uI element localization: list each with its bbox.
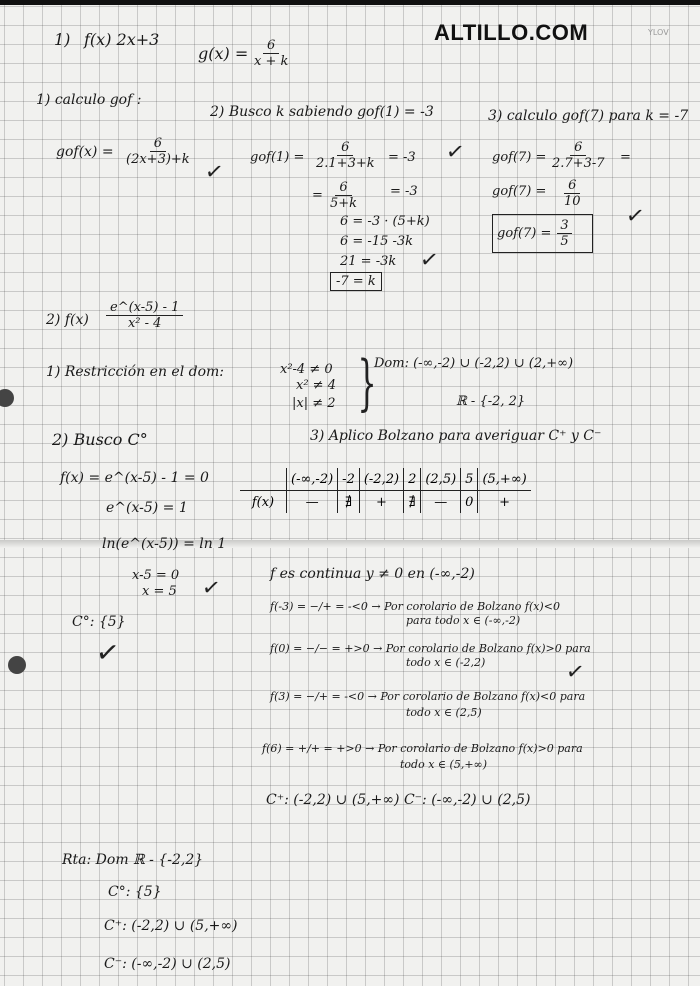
p1-gof-lhs: gof(x) =	[56, 144, 114, 160]
p1-step1-title: 1) calculo gof :	[36, 92, 142, 108]
check-mark-icon: ✓	[93, 634, 122, 671]
sign-table-cell: +	[359, 491, 403, 514]
p2-continuity-line: f es continua y ≠ 0 en (-∞,-2)	[270, 566, 475, 582]
p1-s3-l2-lhs: gof(7) =	[492, 184, 547, 199]
p2-c0-line5: x = 5	[142, 584, 177, 599]
p1-s2-l4: 6 = -15 -3k	[340, 234, 414, 249]
sign-table-corner	[240, 468, 287, 491]
check-mark-icon: ✓	[200, 574, 223, 603]
sign-table-header: (-2,2)	[359, 468, 403, 491]
p2-bolzano-2a: f(0) = −/− = +>0 → Por corolario de Bolzano f(x)>0 para	[270, 642, 591, 655]
sign-table-header: (2,5)	[421, 468, 461, 491]
p2-restriction-1: x²-4 ≠ 0	[280, 362, 333, 377]
watermark-logo: ALTILLO.COM	[434, 20, 589, 45]
p1-s2-l1-rhs: = -3	[388, 150, 416, 165]
p1-s2-l2-fraction	[326, 180, 361, 211]
p1-gof-fraction	[122, 136, 194, 167]
gof-denominator: (2x+3)+k	[126, 152, 190, 167]
p2-c0-line4: x-5 = 0	[132, 568, 180, 583]
result-lhs: gof(7) =	[497, 226, 552, 241]
check-mark-icon: ✓	[418, 246, 441, 275]
fraction-numerator: 6	[335, 180, 351, 196]
p2-domain-set: ℝ - {-2, 2}	[456, 394, 526, 409]
fraction-denominator: 5	[560, 234, 569, 249]
p2-restriction-3: |x| ≠ 2	[292, 396, 336, 411]
answer-c-negative: C⁻: (-∞,-2) ∪ (2,5)	[104, 956, 231, 972]
sign-table-header: 2	[404, 468, 421, 491]
fraction-numerator: 6	[570, 140, 586, 156]
p2-step2-title: 2) Busco C°	[52, 430, 148, 449]
problem2-f-fraction	[106, 300, 183, 331]
sign-table-cell: +	[478, 491, 531, 514]
binder-hole	[8, 656, 26, 674]
p2-bolzano-4a: f(6) = +/+ = +>0 → Por corolario de Bolzano f(x)>0 para	[262, 742, 583, 755]
p1-k-result: -7 = k	[330, 272, 382, 291]
p2-step3-title: 3) Aplico Bolzano para averiguar C⁺ y C⁻	[310, 428, 602, 444]
sign-table-cell: ∄	[338, 491, 360, 514]
brace-icon: }	[357, 348, 377, 418]
sign-table-cell: ∄	[404, 491, 421, 514]
f-numerator: e^(x-5) - 1	[106, 300, 183, 316]
fraction-denominator: 10	[564, 194, 581, 209]
sign-table-header: (5,+∞)	[478, 468, 531, 491]
check-mark-icon: ✓	[624, 202, 647, 231]
fraction-denominator: 2.7+3-7	[552, 156, 605, 171]
corner-mark: YLOV	[648, 28, 669, 37]
p2-bolzano-1b: para todo x ∈ (-∞,-2)	[406, 614, 521, 627]
p2-c0-line3: ln(e^(x-5)) = ln 1	[102, 536, 227, 552]
sign-table	[240, 468, 531, 513]
g-denominator: x + k	[254, 54, 289, 69]
sign-table-cell: —	[287, 491, 338, 514]
page-top-edge	[0, 0, 700, 5]
sign-table-cell: —	[421, 491, 461, 514]
sign-table-row	[240, 491, 531, 514]
fraction-numerator: 3	[557, 218, 571, 234]
p2-c0-line1: f(x) = e^(x-5) - 1 = 0	[60, 470, 209, 486]
p2-domain-line: Dom: (-∞,-2) ∪ (-2,2) ∪ (2,+∞)	[374, 356, 574, 371]
fraction-numerator: 6	[337, 140, 353, 156]
problem1-g-lhs: g(x) =	[198, 44, 249, 63]
p2-bolzano-1a: f(-3) = −/+ = -<0 → Por corolario de Bolzano f(x)<0	[270, 600, 560, 613]
sign-table-header-row	[240, 468, 531, 491]
check-mark-icon: ✓	[564, 658, 587, 687]
answer-domain: Rta: Dom ℝ - {-2,2}	[62, 852, 204, 868]
answer-c-positive: C⁺: (-2,2) ∪ (5,+∞)	[104, 918, 238, 934]
p1-s2-l5: 21 = -3k	[340, 254, 397, 269]
sign-table-cell: 0	[461, 491, 478, 514]
sign-table-header: (-∞,-2)	[287, 468, 338, 491]
sign-table-row-label: f(x)	[251, 494, 275, 510]
answer-c0: C°: {5}	[108, 884, 162, 900]
p1-s3-l2-fraction	[560, 178, 585, 209]
p2-c0-result: C°: {5}	[72, 614, 126, 630]
gof-numerator: 6	[150, 136, 166, 152]
problem1-number: 1)	[54, 30, 71, 49]
p2-bolzano-2b: todo x ∈ (-2,2)	[406, 656, 486, 669]
p1-s2-l1-lhs: gof(1) =	[250, 150, 305, 165]
p2-step1-title: 1) Restricción en el dom:	[46, 364, 225, 380]
problem2-header: 2) f(x)	[46, 312, 89, 328]
problem1-g-fraction	[250, 38, 292, 69]
p1-s2-l1-fraction	[312, 140, 379, 171]
result-fraction	[557, 218, 571, 249]
f-denominator: x² - 4	[127, 316, 162, 331]
g-numerator: 6	[263, 38, 279, 54]
p1-s3-l1-fraction	[548, 140, 609, 171]
p1-s3-l1-rhs: =	[620, 150, 631, 165]
p2-bolzano-3a: f(3) = −/+ = -<0 → Por corolario de Bolzano f(x)<0 para	[270, 690, 586, 703]
p1-s2-l2-lhs: =	[312, 188, 323, 203]
p2-bolzano-4b: todo x ∈ (5,+∞)	[400, 758, 488, 771]
p1-step3-title: 3) calculo gof(7) para k = -7	[488, 108, 689, 124]
p2-sign-summary: C⁺: (-2,2) ∪ (5,+∞) C⁻: (-∞,-2) ∪ (2,5)	[266, 792, 531, 808]
p1-s2-l3: 6 = -3 · (5+k)	[340, 214, 430, 229]
p2-c0-line2: e^(x-5) = 1	[106, 500, 188, 516]
problem1-f-definition: f(x) 2x+3	[84, 30, 160, 49]
binder-hole	[0, 389, 14, 407]
check-mark-icon: ✓	[444, 138, 467, 167]
check-mark-icon: ✓	[203, 158, 226, 187]
p2-restriction-2: x² ≠ 4	[296, 378, 336, 393]
fraction-numerator: 6	[564, 178, 580, 194]
p1-step2-title: 2) Busco k sabiendo gof(1) = -3	[210, 104, 434, 120]
fraction-denominator: 5+k	[330, 196, 358, 211]
sign-table-header: -2	[338, 468, 360, 491]
fraction-denominator: 2.1+3+k	[316, 156, 375, 171]
p1-final-result-box	[492, 214, 593, 253]
p1-s3-l1-lhs: gof(7) =	[492, 150, 547, 165]
sign-table-header: 5	[461, 468, 478, 491]
p1-s2-l2-rhs: = -3	[390, 184, 418, 199]
p2-bolzano-3b: todo x ∈ (2,5)	[406, 706, 482, 719]
